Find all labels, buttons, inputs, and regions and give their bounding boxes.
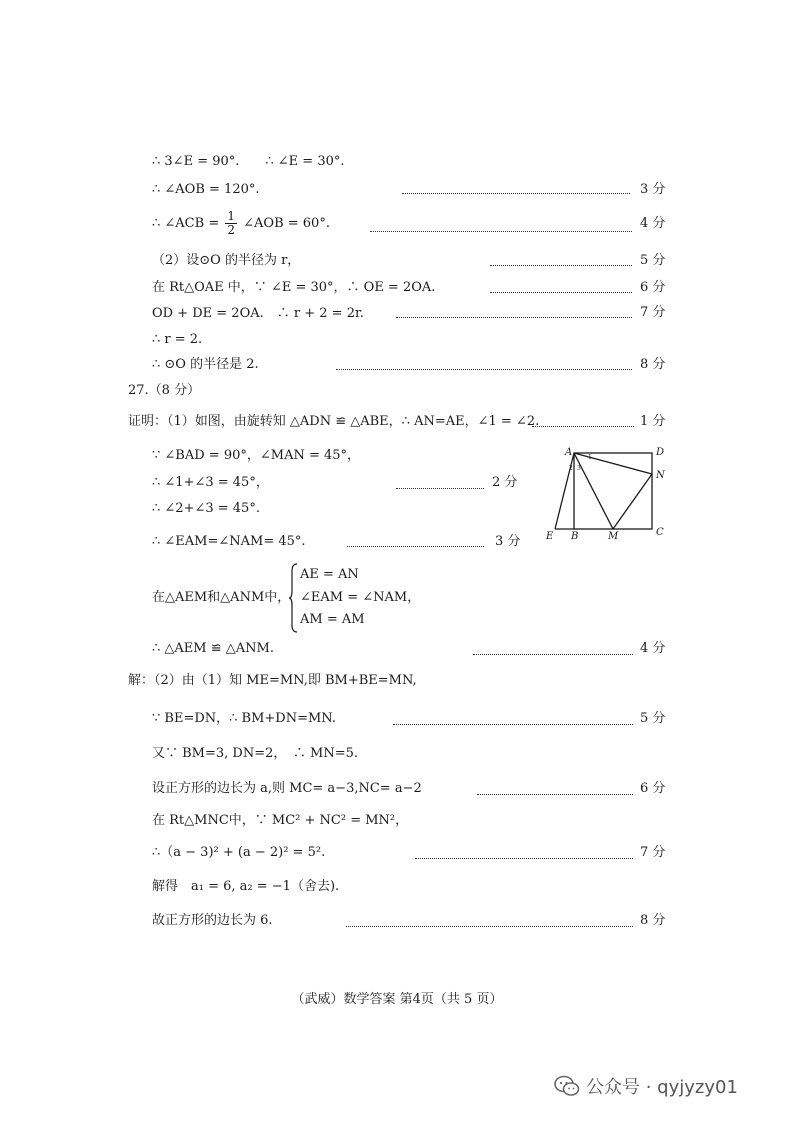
step-line: ∴ ⊙O 的半径是 2. bbox=[152, 357, 259, 372]
watermark-text: 公众号 · qyjyzy01 bbox=[586, 1077, 738, 1098]
proof-line: ∵ ∠BAD = 90°，∠MAN = 45°， bbox=[152, 448, 361, 463]
score-mark: 2 分 bbox=[492, 475, 518, 490]
dotted-leader bbox=[336, 369, 632, 370]
score-mark: 5 分 bbox=[640, 711, 666, 726]
proof-line: ∴ ∠2+∠3 = 45°. bbox=[152, 501, 260, 516]
score-mark: 7 分 bbox=[640, 845, 666, 860]
angle-label-3: 3 bbox=[577, 465, 581, 472]
step-text: ∴ ∠ACB = bbox=[152, 216, 220, 231]
system-line: ∠EAM = ∠NAM， bbox=[300, 590, 421, 605]
dotted-leader bbox=[415, 858, 633, 859]
label-a: A bbox=[565, 447, 573, 458]
score-mark: 6 分 bbox=[640, 280, 666, 295]
label-c: C bbox=[656, 527, 664, 538]
step-text: ∠AOB = 60°. bbox=[243, 216, 330, 231]
segment-mn bbox=[613, 474, 652, 529]
dotted-leader bbox=[347, 546, 484, 547]
fraction-denominator: 2 bbox=[227, 223, 235, 237]
step-line: ∴ ∠AOB = 120°. bbox=[152, 182, 260, 197]
proof-line: ∴ ∠EAM=∠NAM= 45°. bbox=[152, 534, 306, 549]
system-line: AE = AN bbox=[300, 567, 359, 582]
watermark bbox=[554, 1073, 738, 1099]
score-mark: 1 分 bbox=[640, 414, 666, 429]
dotted-leader bbox=[393, 724, 633, 725]
angle-label-1: 1 bbox=[588, 454, 592, 461]
proof-line: 证明：（1）如图，由旋转知 △ADN ≌ △ABE，∴ AN=AE，∠1 = ∠2. bbox=[128, 414, 540, 429]
score-mark: 6 分 bbox=[640, 781, 666, 796]
dotted-leader bbox=[473, 654, 633, 655]
dotted-leader bbox=[396, 317, 632, 318]
step-line: ∴ r = 2. bbox=[152, 332, 203, 347]
wechat-icon bbox=[554, 1075, 580, 1097]
solution-line: ∵ BE=DN，∴ BM+DN=MN. bbox=[152, 711, 336, 726]
dotted-leader bbox=[402, 193, 630, 194]
score-mark: 7 分 bbox=[640, 305, 666, 320]
dotted-leader bbox=[490, 292, 632, 293]
step-line: OD + DE = 2OA. ∴ r + 2 = 2r. bbox=[152, 306, 364, 321]
question-number: 27.（8 分） bbox=[128, 383, 201, 398]
step-line: 在 Rt△OAE 中，∵ ∠E = 30°，∴ OE = 2OA. bbox=[152, 280, 436, 295]
score-mark: 4 分 bbox=[640, 216, 666, 231]
dotted-leader bbox=[370, 231, 632, 232]
solution-line: 又∵ BM=3, DN=2， ∴ MN=5. bbox=[152, 746, 359, 761]
label-b: B bbox=[571, 531, 579, 542]
label-d: D bbox=[656, 447, 665, 458]
solution-line: 故正方形的边长为 6. bbox=[152, 913, 273, 928]
label-n: N bbox=[656, 470, 665, 481]
step-line bbox=[152, 210, 330, 237]
step-line: ∴ 3∠E = 90°. ∴ ∠E = 30°. bbox=[152, 154, 345, 169]
dotted-leader bbox=[477, 794, 633, 795]
label-e: E bbox=[546, 531, 554, 542]
solution-line: 解：（2）由（1）知 ME=MN,即 BM+BE=MN, bbox=[128, 673, 417, 688]
geometry-figure bbox=[540, 440, 670, 544]
dotted-leader bbox=[346, 926, 633, 927]
score-mark: 4 分 bbox=[640, 641, 666, 656]
step-line: （2）设⊙O 的半径为 r， bbox=[152, 253, 301, 268]
score-mark: 8 分 bbox=[640, 357, 666, 372]
page-footer: （武威）数学答案 第4页（共 5 页） bbox=[291, 992, 503, 1007]
score-mark: 8 分 bbox=[640, 913, 666, 928]
score-mark: 3 分 bbox=[640, 182, 666, 197]
proof-line: 在△AEM和△ANM中， bbox=[152, 590, 291, 605]
solution-line: ∴（a − 3)² + (a − 2)² = 5². bbox=[152, 845, 326, 860]
solution-line: 设正方形的边长为 a,则 MC= a−3,NC= a−2 bbox=[152, 781, 422, 796]
brace-icon bbox=[288, 563, 298, 633]
label-m: M bbox=[608, 531, 619, 542]
fraction-numerator: 1 bbox=[227, 209, 235, 223]
angle-label-2: 2 bbox=[569, 465, 573, 472]
score-mark: 3 分 bbox=[495, 534, 521, 549]
proof-line: ∴ △AEM ≌ △ANM. bbox=[152, 641, 274, 656]
solution-line: 在 Rt△MNC中，∵ MC² + NC² = MN²， bbox=[152, 813, 409, 828]
proof-line: ∴ ∠1+∠3 = 45°， bbox=[152, 475, 269, 490]
score-mark: 5 分 bbox=[640, 253, 666, 268]
system-line: AM = AM bbox=[300, 612, 365, 627]
dotted-leader bbox=[490, 265, 632, 266]
dotted-leader bbox=[396, 488, 484, 489]
fraction bbox=[225, 210, 237, 237]
segment-an bbox=[574, 453, 652, 474]
dotted-leader bbox=[532, 426, 634, 427]
solution-line: 解得 a₁ = 6, a₂ = −1（舍去). bbox=[152, 879, 340, 894]
